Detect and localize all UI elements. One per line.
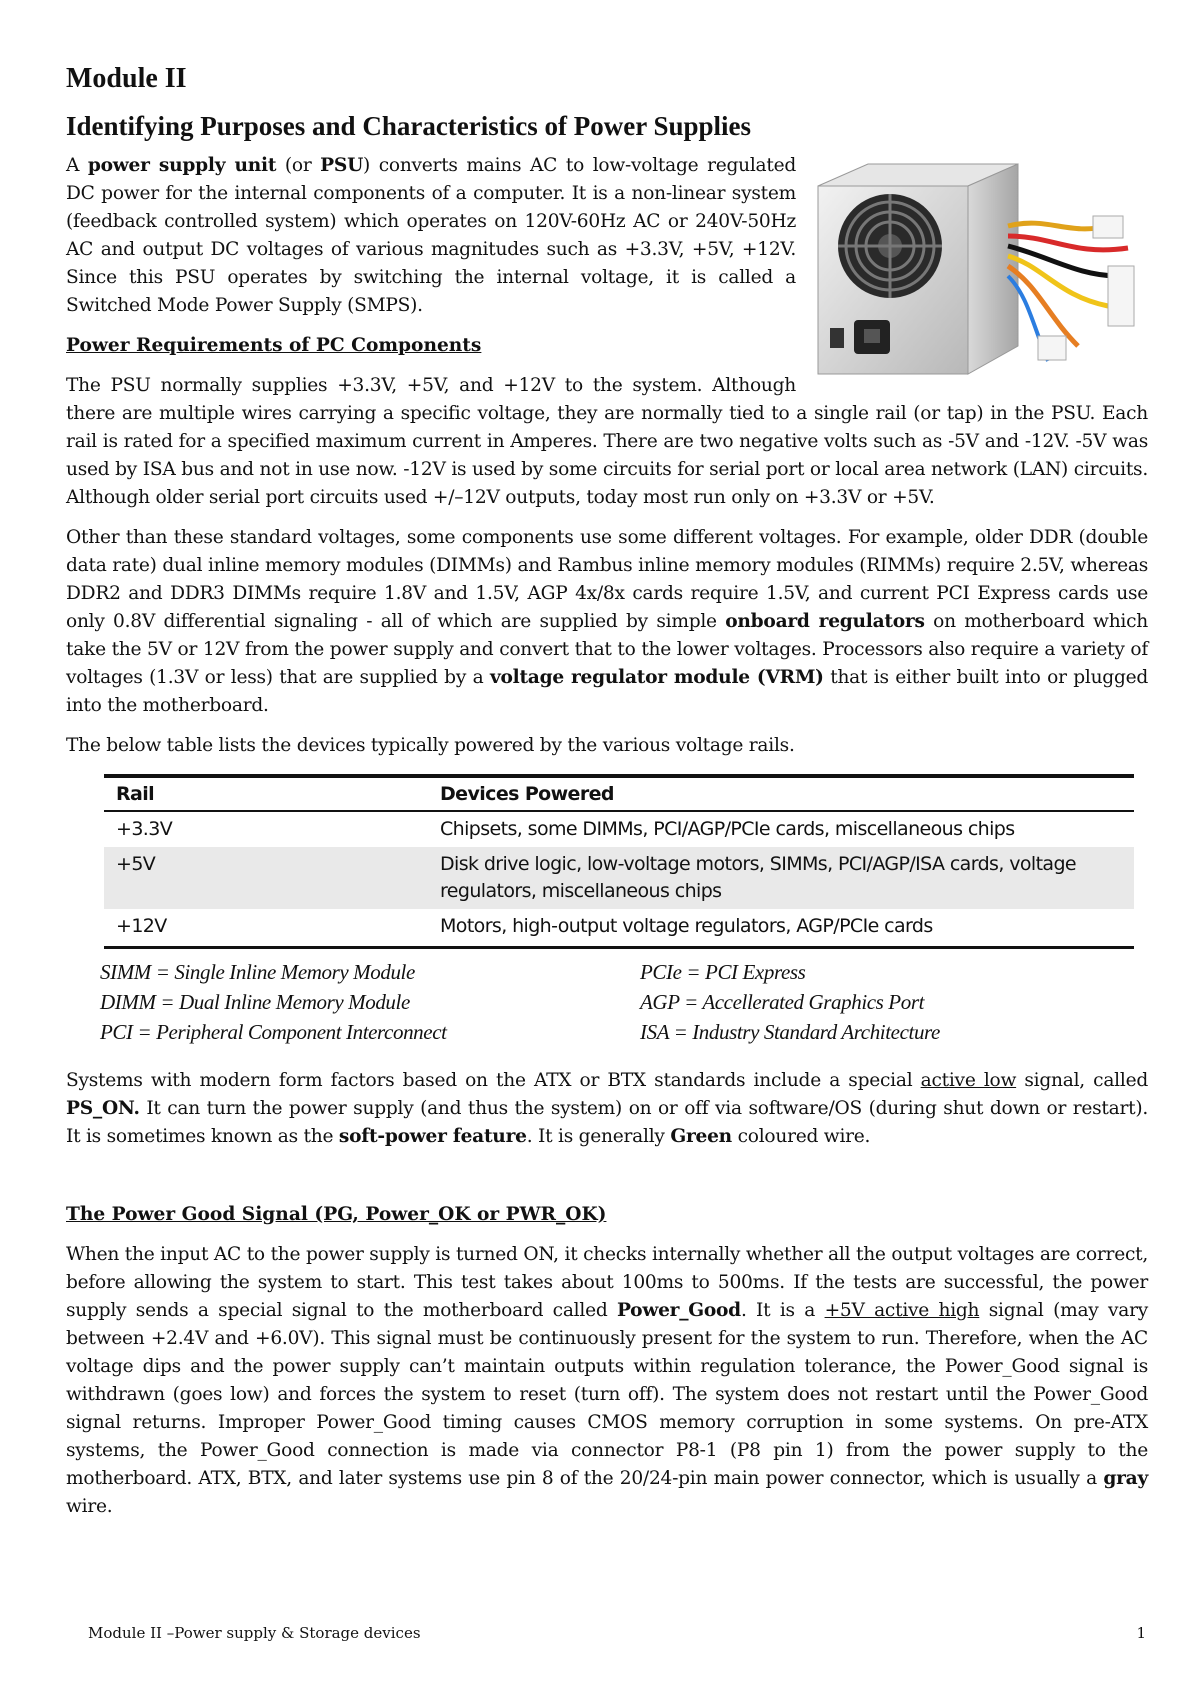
abbreviation-item: DIMM = Dual Inline Memory Module	[100, 989, 410, 1014]
rail-header: Rail	[104, 776, 428, 811]
abbreviation-item: AGP = Accellerated Graphics Port	[640, 989, 925, 1014]
page-footer	[88, 1624, 1146, 1642]
rail-paragraph: The PSU normally supplies +3.3V, +5V, and +12V to the system. Although there are multiple wires carrying a specific voltage, they are normally tied to a single rail (or tap) in the PSU. Each rail is rated for a specified maximum current in Amperes. There are two negative volts such as -5V and -12V. -5V was used by ISA bus and not in use now. -12V is used by some circuits for serial port or local area network (LAN) circuits. Although older serial port circuits used +/–12V outputs, today most run only on +3.3V or +5V.	[66, 374, 1148, 508]
table-row: +3.3V Chipsets, some DIMMs, PCI/AGP/PCIe cards, miscellaneous chips	[116, 817, 1015, 840]
abbreviation-item: PCI = Peripheral Component Interconnect	[100, 1019, 447, 1044]
power-good-paragraph: When the input AC to the power supply is turned ON, it checks internally whether all the output voltages are correct, before allowing the system to start. This test takes about 100ms to 500ms. If the tests are successful, the power supply sends a special signal to the motherboard called Power_Good. It is a +5V active high signal (may vary between +2.4V and +6.0V). This signal must be continuously present for the system to run. Therefore, when the AC voltage dips and the power supply can’t maintain outputs within regulation tolerance, the Power_Good signal is withdrawn (goes low) and forces the system to reset (turn off). The system does not restart until the Power_Good signal returns. Improper Power_Good timing causes CMOS memory corruption in some systems. On pre-ATX systems, the Power_Good connection is made via connector P8-1 (P8 pin 1) from the power supply to the motherboard. ATX, BTX, and later systems use pin 8 of the 20/24-pin main power connector, which is usually a gray wire.	[66, 1243, 1148, 1517]
ps-on-paragraph: Systems with modern form factors based on the ATX or BTX standards include a special active low signal, called PS_ON. It can turn the power supply (and thus the system) on or off via software/OS (during shut down or restart). It is sometimes known as the soft-power feature. It is generally Green coloured wire.	[66, 1069, 1148, 1147]
voltage-rails-table	[104, 774, 1134, 949]
page-number: 1	[1136, 1624, 1146, 1642]
table-header-row	[104, 776, 1134, 811]
document-page	[66, 62, 1148, 1533]
table-row: +12V Motors, high-output voltage regulators, AGP/PCIe cards	[104, 909, 1134, 948]
abbreviation-list	[100, 959, 1130, 1045]
psu-abbr: PSU	[320, 154, 364, 176]
intro-paragraph: A power supply unit (or PSU) converts mains AC to low-voltage regulated DC power for the internal components of a computer. It is a non-linear system (feedback controlled system) which operates on 120V-60Hz AC or 240V-50Hz AC and output DC voltages of various magnitudes such as +3.3V, +5V, +12V. Since this PSU operates by switching the internal voltage, it is called a Switched Mode Power Supply (SMPS).	[66, 154, 796, 316]
table-intro: The below table lists the devices typically powered by the various voltage rails.	[66, 734, 795, 756]
voltages-paragraph: Other than these standard voltages, some components use some different voltages. For example, older DDR (double data rate) dual inline memory modules (DIMMs) and Rambus inline memory modules (RIMMs) require 2.5V, whereas DDR2 and DDR3 DIMMs require 1.8V and 1.5V, AGP 4x/8x cards require 1.5V, and current PCI Express cards use only 0.8V differential signaling - all of which are supplied by simple onboard regulators on motherboard which take the 5V or 12V from the power supply and convert that to the lower voltages. Processors also require a variety of voltages (1.3V or less) that are supplied by a voltage regulator module (VRM) that is either built into or plugged into the motherboard.	[66, 526, 1149, 716]
abbreviation-item: SIMM = Single Inline Memory Module	[100, 959, 415, 984]
spacer	[66, 1163, 1148, 1201]
section-title: Identifying Purposes and Characteristics of Power Supplies	[66, 110, 752, 141]
abbreviation-item: ISA = Industry Standard Architecture	[640, 1019, 940, 1044]
footer-text: Module II –Power supply & Storage devices	[88, 1624, 421, 1642]
devices-header: Devices Powered	[428, 776, 1134, 811]
power-requirements-heading: Power Requirements of PC Components	[66, 334, 482, 356]
module-title: Module II	[66, 63, 187, 94]
psu-term: power supply unit	[87, 154, 277, 176]
table-row: +5V Disk drive logic, low-voltage motors, SIMMs, PCI/AGP/ISA cards, voltage regulators, miscellaneous chips	[104, 847, 1134, 909]
psu-image	[808, 156, 1148, 382]
power-good-heading: The Power Good Signal (PG, Power_OK or PWR_OK)	[66, 1203, 607, 1225]
abbreviation-item: PCIe = PCI Express	[640, 959, 806, 984]
